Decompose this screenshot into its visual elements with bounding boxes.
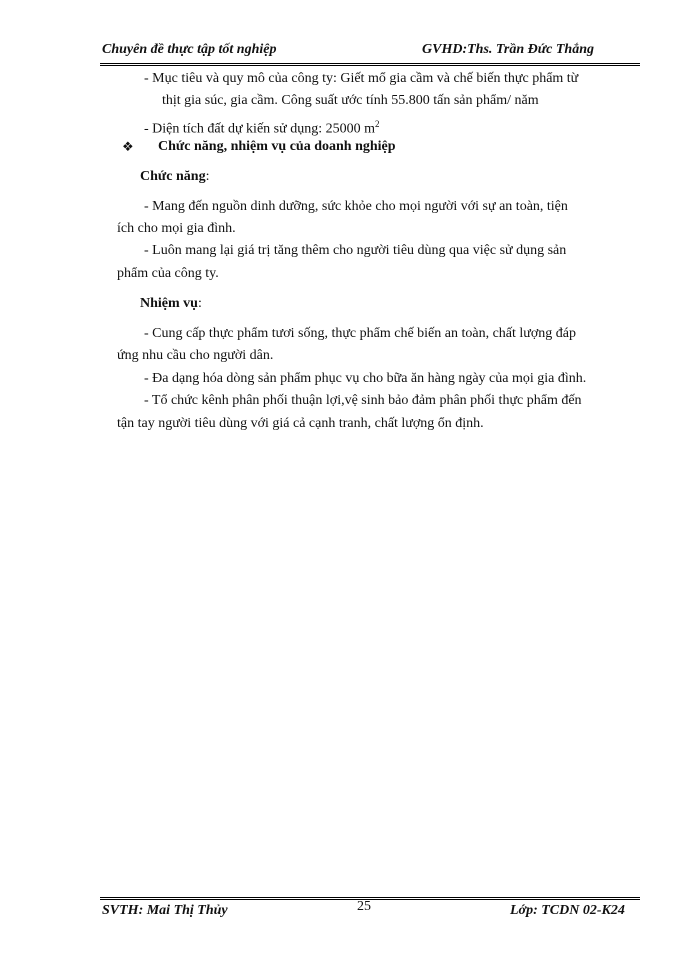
bullet-land-area (144, 116, 379, 138)
duties-heading (140, 296, 202, 312)
duties-heading-text: Nhiệm vụ (140, 296, 198, 311)
bullet-land-area-text: - Diện tích đất dự kiến sử dụng: 25000 m (144, 121, 375, 137)
footer-class: Lớp: TCDN 02-K24 (510, 903, 625, 918)
superscript-2: 2 (374, 119, 380, 129)
diamond-bullet-icon: ❖ (122, 139, 134, 154)
header-document-title: Chuyên đề thực tập tốt nghiệp (102, 42, 277, 57)
header-advisor: GVHD:Ths. Trần Đức Thắng (422, 42, 594, 57)
page-number: 25 (357, 899, 371, 914)
header-divider (100, 63, 640, 66)
duty-item-1-line1: - Cung cấp thực phẩm tươi sống, thực phẩm chế biến an toàn, chất lượng đáp (144, 326, 576, 341)
duty-item-2: - Đa dạng hóa dòng sản phẩm phục vụ cho bữa ăn hàng ngày của mọi gia đình. (144, 371, 587, 386)
functions-heading-text: Chức năng (140, 169, 206, 184)
duties-heading-colon: : (197, 296, 202, 311)
duty-item-1-line2: ứng nhu cầu cho người dân. (117, 348, 274, 363)
footer-student: SVTH: Mai Thị Thủy (102, 903, 228, 918)
duty-item-3-line2: tận tay người tiêu dùng với giá cả cạnh tranh, chất lượng ổn định. (117, 416, 484, 431)
duty-item-3-line1: - Tổ chức kênh phân phối thuận lợi,vệ sinh bảo đảm phân phối thực phẩm đến (144, 393, 582, 408)
bullet-company-scope-line2: thịt gia súc, gia cầm. Công suất ước tính 55.800 tấn sản phẩm/ năm (162, 93, 539, 108)
bullet-company-scope-line1: - Mục tiêu và quy mô của công ty: Giết mổ gia cầm và chế biến thực phẩm từ (144, 71, 579, 86)
function-item-1-line1: - Mang đến nguồn dinh dưỡng, sức khỏe cho mọi người với sự an toàn, tiện (144, 199, 568, 214)
function-item-2-line2: phẩm của công ty. (117, 266, 219, 281)
section-title: Chức năng, nhiệm vụ của doanh nghiệp (158, 139, 396, 154)
function-item-1-line2: ích cho mọi gia đình. (117, 221, 236, 236)
functions-heading-colon: : (205, 169, 210, 184)
functions-heading (140, 169, 209, 185)
function-item-2-line1: - Luôn mang lại giá trị tăng thêm cho người tiêu dùng qua việc sử dụng sản (144, 243, 567, 258)
